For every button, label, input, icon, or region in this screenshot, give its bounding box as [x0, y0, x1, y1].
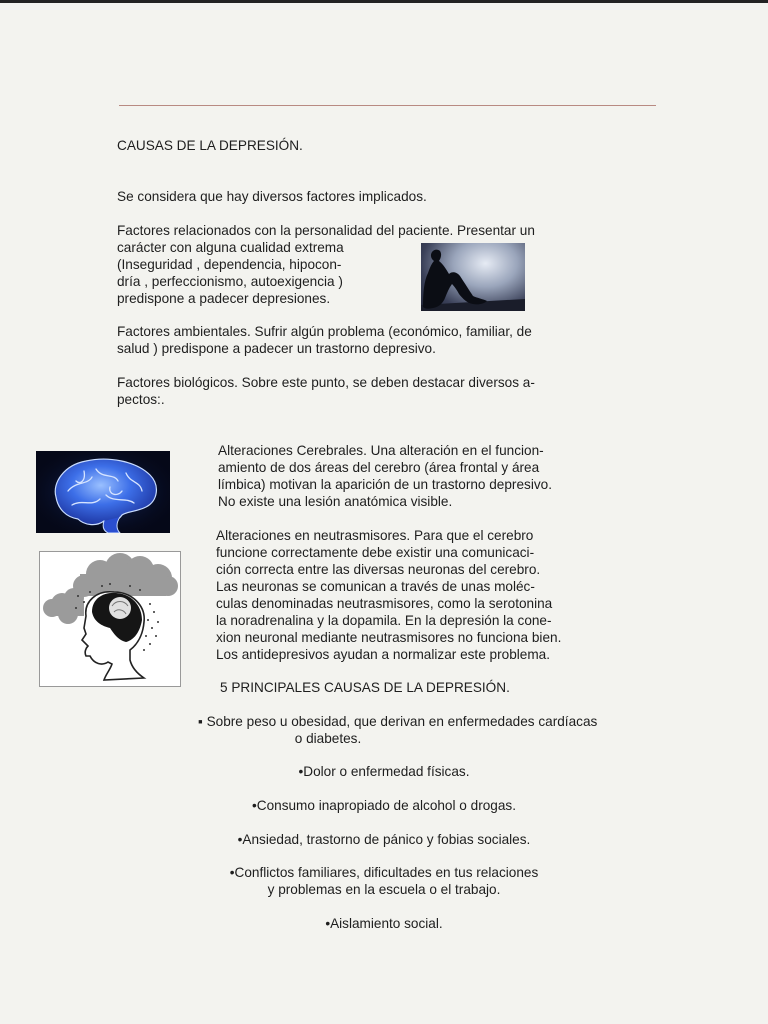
brain-alterations-line-2: amiento de dos áreas del cerebro (área frontal y área	[218, 460, 540, 475]
personality-line-1: Factores relacionados con la personalidad del paciente. Presentar un	[117, 223, 535, 238]
brain-alterations-line-4: No existe una lesión anatómica visible.	[218, 494, 453, 509]
personality-line-5: predispone a padecer depresiones.	[117, 291, 331, 306]
cause-6: •Aislamiento social.	[325, 916, 443, 931]
glowing-brain-image	[36, 451, 170, 533]
brain-alterations-line-1: Alteraciones Cerebrales. Una alteración en el funcion-	[218, 443, 544, 458]
environmental-line-2: salud ) predispone a padecer un trastorno depresivo.	[117, 341, 436, 356]
neurotransmitters-line-4: Las neuronas se comunican a través de unas moléc-	[216, 579, 535, 594]
neurotransmitters-line-7: xion neuronal mediante neutrasmisores no funciona bien.	[216, 630, 562, 645]
personality-line-2: carácter con alguna cualidad extrema	[117, 240, 344, 255]
biological-line-2: pectos:.	[117, 392, 165, 407]
page-title: CAUSAS DE LA DEPRESIÓN.	[117, 138, 303, 153]
neurotransmitters-line-2: funcione correctamente debe existir una comunicaci-	[216, 545, 535, 560]
neurotransmitters-line-8: Los antidepresivos ayudan a normalizar este problema.	[216, 647, 550, 662]
cause-5-line-1: •Conflictos familiares, dificultades en tus relaciones	[229, 865, 539, 880]
cause-4: •Ansiedad, trastorno de pánico y fobias sociales.	[237, 832, 531, 847]
header-rule	[119, 105, 656, 106]
neurotransmitters-line-6: la noradrenalina y la dopamila. En la depresión la cone-	[216, 613, 552, 628]
neurotransmitters-line-3: ción correcta entre las diversas neuronas del cerebro.	[216, 562, 541, 577]
neurotransmitters-line-1: Alteraciones en neutrasmisores. Para que el cerebro	[216, 528, 534, 543]
cause-2: •Dolor o enfermedad físicas.	[298, 764, 470, 779]
personality-line-3: (Inseguridad , dependencia, hipocon-	[117, 257, 342, 272]
neurotransmitters-line-5: culas denominadas neutrasmisores, como la serotonina	[216, 596, 553, 611]
cause-1-line-2: o diabetes.	[294, 731, 362, 746]
top-border	[0, 0, 768, 3]
brain-alterations-line-3: límbica) motivan la aparición de un trastorno depresivo.	[218, 477, 552, 492]
personality-line-4: dría , perfeccionismo, autoexigencia )	[117, 274, 343, 289]
environmental-line-1: Factores ambientales. Sufrir algún problema (económico, familiar, de	[117, 324, 532, 339]
cause-3: •Consumo inapropiado de alcohol o drogas.	[252, 798, 516, 813]
head-with-storm-cloud-image	[39, 551, 181, 687]
main-causes-title: 5 PRINCIPALES CAUSAS DE LA DEPRESIÓN.	[220, 680, 510, 695]
biological-line-1: Factores biológicos. Sobre este punto, se deben destacar diversos a-	[117, 375, 535, 390]
cause-5-line-2: y problemas en la escuela o el trabajo.	[267, 882, 501, 897]
sitting-person-silhouette-image	[421, 243, 525, 311]
cause-1-line-1: ▪ Sobre peso u obesidad, que derivan en enfermedades cardíacas	[198, 714, 598, 729]
intro-text: Se considera que hay diversos factores implicados.	[117, 189, 427, 204]
